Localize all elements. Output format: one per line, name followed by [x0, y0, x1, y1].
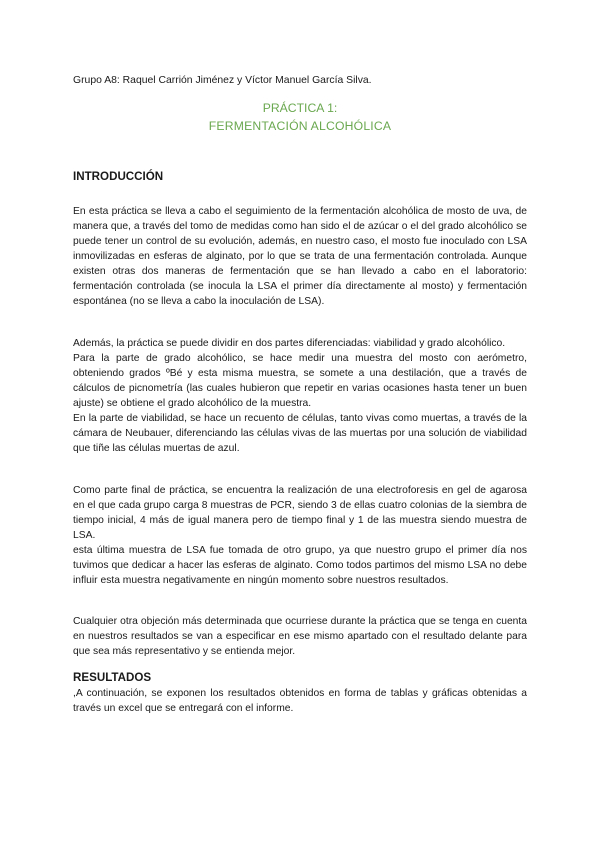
introduction-paragraph-4: Cualquier otra objeción más determinada que ocurriese durante la práctica que se tenga en cuenta en nuestros resultados se van a especificar en ese mismo apartado con el resultado delante para que sea más representativo y se entienda mejor. [73, 616, 527, 657]
introduction-heading: INTRODUCCIÓN [73, 170, 164, 183]
introduction-paragraph-3a: Como parte final de práctica, se encuentra la realización de una electroforesis en gel de agarosa en el que cada grupo carga 8 muestras de PCR, siendo 3 de ellas cuatro colonias de la siembra de tiempo inicial, 4 más de igual manera pero de tiempo final y 1 de las muestra siendo muestra de LSA. [73, 485, 527, 541]
introduction-paragraph-2c: En la parte de viabilidad, se hace un recuento de células, tanto vivas como muertas, a través de la cámara de Neubauer, diferenciando las células vivas de las muertas por una solución de viabilidad que tiñe las células muertas de azul. [73, 413, 527, 454]
introduction-paragraph-3 [73, 483, 527, 588]
authors-line: Grupo A8: Raquel Carrión Jiménez y Víctor Manuel García Silva. [73, 75, 372, 86]
introduction-paragraph-3b: esta última muestra de LSA fue tomada de otro grupo, ya que nuestro grupo el primer día nos tuvimos que dedicar a hacer las esferas de alginato. Como todos partimos del mismo LSA no debe influir esta muestra negativamente en ningún momento sobre nuestros resultados. [73, 545, 527, 586]
introduction-paragraph-2b: Para la parte de grado alcohólico, se hace medir una muestra del mosto con aerómetro, obteniendo grados ºBé y esta misma muestra, se somete a una destilación, que a través de cálculos de picnometría (las cuales hubieron que repetir en varias ocasiones hasta tener un buen ajuste) se obtiene el grado alcohólico de la muestra. [73, 353, 527, 409]
document-title-line1: PRÁCTICA 1: [262, 101, 338, 115]
introduction-paragraph-2 [73, 336, 527, 456]
document-title-line2: FERMENTACIÓN ALCOHÓLICA [208, 119, 392, 133]
results-paragraph-1: ,A continuación, se exponen los resultados obtenidos en forma de tablas y gráficas obtenidas a través un excel que se entregará con el informe. [73, 688, 527, 714]
introduction-paragraph-2a: Además, la práctica se puede dividir en dos partes diferenciadas: viabilidad y grado alcohólico. [73, 338, 506, 349]
results-heading: RESULTADOS [73, 671, 152, 684]
introduction-paragraph-1: En esta práctica se lleva a cabo el seguimiento de la fermentación alcohólica de mosto de uva, de manera que, a través del tomo de medidas como han sido el de azúcar o el del grado alcohólico se puede tener un control de su evolución, además, en nuestro caso, el mosto fue inoculado con LSA inmovilizadas en esferas de alginato, por lo que se trata de una fermentación controlada. Aunque existen otras dos maneras de fermentación que se han llevado a cabo en el laboratorio: fermentación controlada (se inocula la LSA el primer día directamente al mosto) y fermentación espontánea (no se lleva a cabo la inoculación de LSA). [73, 206, 527, 307]
